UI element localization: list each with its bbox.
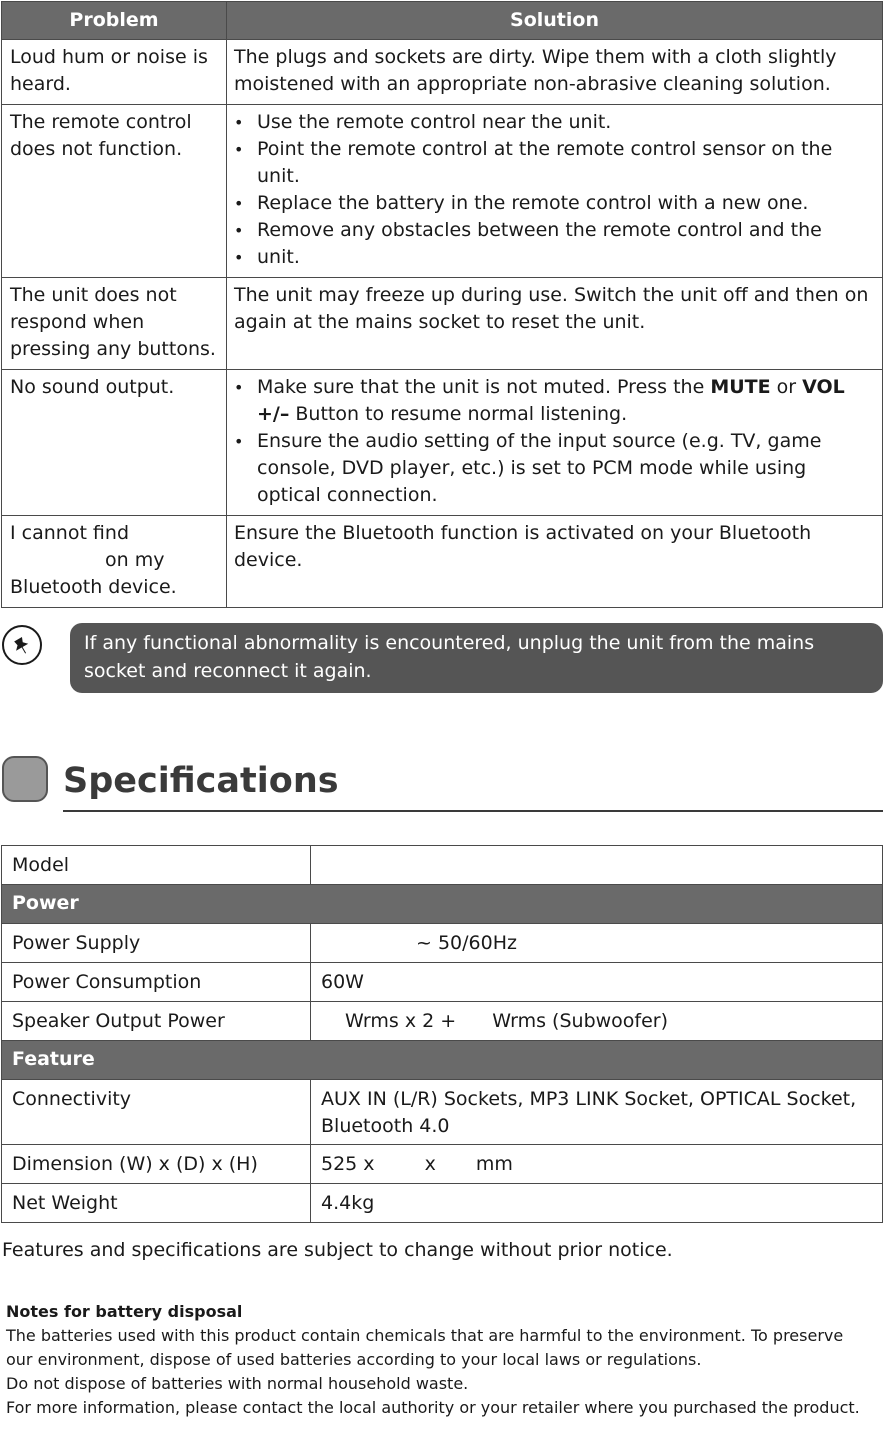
spec-label: Model [2, 846, 311, 885]
table-row [2, 105, 883, 278]
troubleshooting-table [1, 1, 883, 608]
solution-bullet: • Remove any obstacles between the remote control and the [234, 217, 875, 244]
problem-line [10, 547, 219, 574]
solution-cell: The plugs and sockets are dirty. Wipe them with a cloth slightly moistened with an appropriate non-abrasive cleaning solution. [227, 40, 883, 105]
spec-label: Net Weight [2, 1184, 311, 1223]
spec-category: Power [2, 885, 883, 924]
problem-line: Bluetooth device. [10, 576, 177, 598]
table-row [2, 278, 883, 370]
problem-header: Problem [2, 2, 227, 40]
pin-icon [2, 625, 42, 665]
table-row [2, 516, 883, 608]
table-row [2, 370, 883, 516]
spec-value [311, 1145, 883, 1184]
mute-keyword: MUTE [710, 376, 771, 398]
bullet-text: or [770, 376, 803, 398]
spec-category-row [2, 1041, 883, 1080]
spec-row [2, 963, 883, 1002]
table-row [2, 40, 883, 105]
problem-cell: The remote control does not function. [2, 105, 227, 278]
battery-line: For more information, please contact the local authority or your retailer where you purchased the product. [6, 1398, 860, 1417]
spec-value-text: Wrms (Subwoofer) [492, 1010, 669, 1032]
spec-row [2, 1002, 883, 1041]
spec-value-text: 525 x [321, 1153, 375, 1175]
solution-cell [227, 370, 883, 516]
spec-value [311, 1002, 883, 1041]
spec-value: 4.4kg [311, 1184, 883, 1223]
solution-cell: The unit may freeze up during use. Switch the unit off and then on again at the mains socket to reset the unit. [227, 278, 883, 370]
battery-line: Do not dispose of batteries with normal household waste. [6, 1374, 469, 1393]
solution-cell: Ensure the Bluetooth function is activated on your Bluetooth device. [227, 516, 883, 608]
spec-footnote: Features and specifications are subject to change without prior notice. [2, 1239, 673, 1261]
bullet-text: Make sure that the unit is not muted. Press the [257, 376, 711, 398]
solution-bullet-list [234, 374, 875, 509]
spec-value-text: Wrms x 2 + [345, 1010, 457, 1032]
table-header-row [2, 2, 883, 40]
bullet-text: Button to resume normal listening. [289, 403, 628, 425]
vol-keyword: VOL +/– [257, 376, 845, 425]
spec-row [2, 1145, 883, 1184]
specifications-table [1, 845, 883, 1223]
solution-bullet: • Use the remote control near the unit. [234, 109, 875, 136]
solution-bullet-list [234, 109, 875, 271]
spec-label: Power Consumption [2, 963, 311, 1002]
battery-line: The batteries used with this product contain chemicals that are harmful to the environment. To preserve our environment, dispose of used batteries according to your local laws or regulations. [6, 1326, 844, 1369]
solution-bullet: • unit. [234, 244, 875, 271]
spec-value: 60W [311, 963, 883, 1002]
problem-cell [2, 516, 227, 608]
solution-bullet: • Replace the battery in the remote control with a new one. [234, 190, 875, 217]
spec-label: Dimension (W) x (D) x (H) [2, 1145, 311, 1184]
solution-cell [227, 105, 883, 278]
spec-value-text: mm [475, 1153, 513, 1175]
solution-header: Solution [227, 2, 883, 40]
spec-value-text: ~ 50/60Hz [416, 932, 517, 954]
spec-category: Feature [2, 1041, 883, 1080]
section-title: Specifications [63, 761, 339, 801]
spec-row [2, 1080, 883, 1145]
spec-row [2, 924, 883, 963]
problem-cell: No sound output. [2, 370, 227, 516]
spec-label: Speaker Output Power [2, 1002, 311, 1041]
spec-label: Connectivity [2, 1080, 311, 1145]
note-text: If any functional abnormality is encountered, unplug the unit from the mains socket and reconnect it again. [84, 632, 815, 682]
problem-cell: The unit does not respond when pressing any buttons. [2, 278, 227, 370]
problem-cell: Loud hum or noise is heard. [2, 40, 227, 105]
battery-title: Notes for battery disposal [6, 1302, 243, 1321]
note-box [70, 623, 883, 693]
spec-row [2, 1184, 883, 1223]
pin-icon-graphic [4, 627, 40, 663]
spec-label: Power Supply [2, 924, 311, 963]
section-badge [2, 756, 48, 802]
solution-bullet: • Point the remote control at the remote control sensor on the unit. [234, 136, 875, 190]
spec-category-row [2, 885, 883, 924]
section-divider [63, 810, 883, 812]
spec-value: AUX IN (L/R) Sockets, MP3 LINK Socket, OPTICAL Socket, Bluetooth 4.0 [311, 1080, 883, 1145]
solution-bullet: • Ensure the audio setting of the input source (e.g. TV, game console, DVD player, etc.) is set to PCM mode while using optical connection. [234, 428, 875, 509]
spec-value [311, 846, 883, 885]
solution-bullet [234, 374, 875, 428]
problem-line: I cannot find [10, 522, 130, 544]
problem-line-text: on my [105, 549, 165, 571]
battery-disposal-notes [6, 1300, 866, 1420]
spec-value [311, 924, 883, 963]
spec-row [2, 846, 883, 885]
spec-value-text: x [424, 1153, 436, 1175]
